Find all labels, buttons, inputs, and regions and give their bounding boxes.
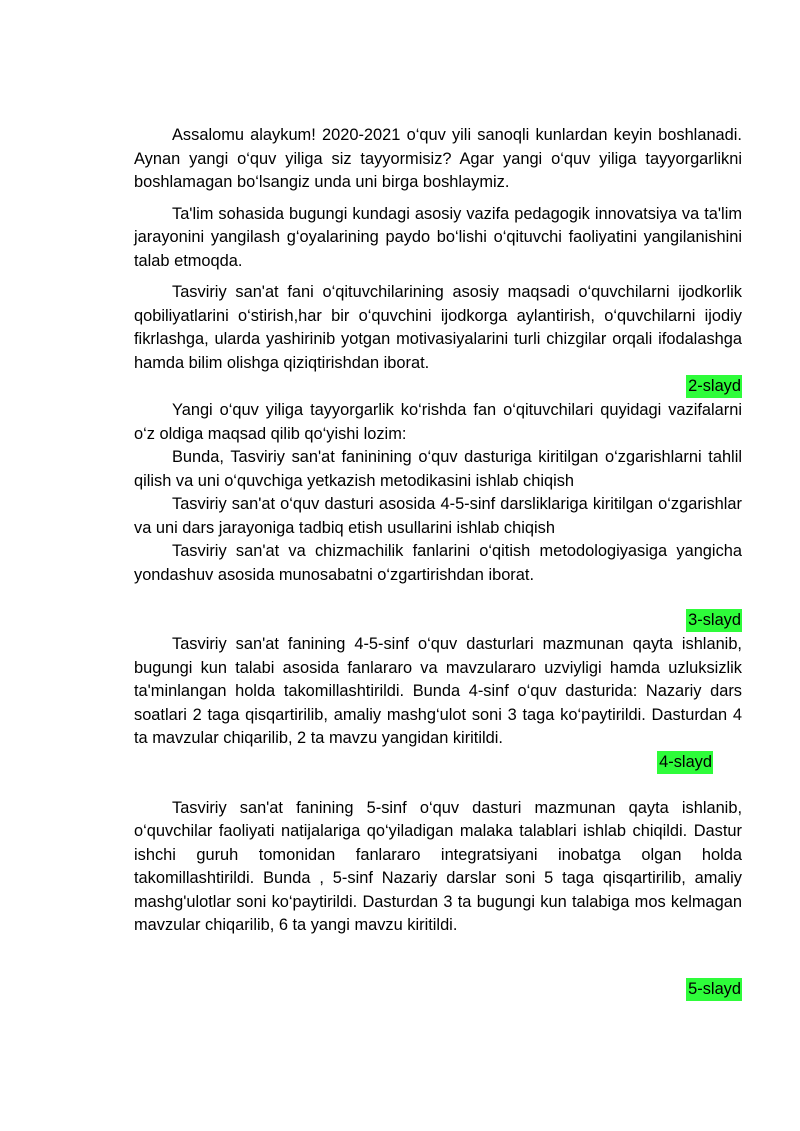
paragraph-teacher-goal: Tasviriy san'at fani o‘qituvchilarining asosiy maqsadi o‘quvchilarni ijodkorlik qobiliyatlarini o‘stirish,har bir o‘quvchini ijodkorga aylantirish, o‘quvchilarni ijodiy fikrlashga, ularda yashirinib yotgan motivasiyalarini turli chizgilar orqali ifodalashga hamda bilim olishga qiziqtirishdan iborat. <box>134 283 742 372</box>
slide-label-4: 4-slayd <box>657 751 713 774</box>
slide-marker-4 <box>134 751 742 775</box>
spacer <box>134 775 742 797</box>
paragraph-preparation: Yangi o‘quv yiliga tayyorgarlik ko‘rishda fan o‘qituvchilari quyidagi vazifalarni o‘z oldiga maqsad qilib qo‘yishi lozim: <box>134 401 742 443</box>
paragraph-textbook-changes: Tasviriy san'at o‘quv dasturi asosida 4-5-sinf darsliklariga kiritilgan o‘zgarishlar va uni dars jarayoniga tadbiq etish usullarini ishlab chiqish <box>134 495 742 537</box>
slide-label-5: 5-slayd <box>686 978 742 1001</box>
paragraph-grade-4-5: Tasviriy san'at fanining 4-5-sinf o‘quv dasturlari mazmunan qayta ishlanib, bugungi kun talabi asosida fanlararo va mavzulararo uzviyligi hamda uzluksizlik ta'minlangan holda takomillashtirildi. Bunda 4-sinf o‘quv dasturida: Nazariy dars soatlari 2 taga qisqartirilib, amaliy mashg‘ulot soni 3 taga ko‘paytirildi. Dasturdan 4 ta mavzular chiqarilib, 2 ta mavzu yangidan kiritildi. <box>134 635 742 747</box>
slide-marker-2 <box>134 375 742 399</box>
paragraph-greeting: Assalomu alaykum! 2020-2021 o‘quv yili sanoqli kunlardan keyin boshlanadi. Aynan yangi o‘quv yiliga siz tayyormisiz? Agar yangi o‘quv yiliga tayyorgarlikni boshlamagan bo‘lsangiz unda uni birga boshlaymiz. <box>134 126 742 191</box>
slide-label-3: 3-slayd <box>686 609 742 632</box>
paragraph-education-task: Ta'lim sohasida bugungi kundagi asosiy vazifa pedagogik innovatsiya va ta'lim jarayonini yangilash g‘oyalarining paydo bo‘lishi o‘qituvchi faoliyatini yangilanishini talab etmoqda. <box>134 204 742 270</box>
slide-marker-5 <box>134 978 742 1002</box>
paragraph-grade-5: Tasviriy san'at fanining 5-sinf o‘quv dasturi mazmunan qayta ishlanib, o‘quvchilar faoliyati natijalariga qo‘yiladigan malaka talablari ishlab chiqildi. Dastur ishchi guruh tomonidan fanlararo integratsiyani inobatga olgan holda takomillashtirildi. Bunda , 5-sinf Nazariy darslar soni 5 taga qisqartirilib, amaliy mashg'ulotlar soni ko‘paytirildi. Dasturdan 3 ta bugungi kun talabiga mos kelmagan mavzular chiqarilib, 6 ta yangi mavzu kiritildi. <box>134 798 742 934</box>
spacer <box>134 938 742 978</box>
paragraph-curriculum-changes: Bunda, Tasviriy san'at faninining o‘quv dasturiga kiritilgan o‘zgarishlarni tahlil qilish va uni o‘quvchiga yetkazish metodikasini ishlab chiqish <box>134 448 742 490</box>
slide-label-2: 2-slayd <box>686 375 742 398</box>
paragraph-methodology: Tasviriy san'at va chizmachilik fanlarini o‘qitish metodologiyasiga yangicha yondashuv asosida munosabatni o‘zgartirishdan iborat. <box>134 542 742 584</box>
slide-marker-3 <box>134 609 742 633</box>
document-body <box>134 124 742 1002</box>
spacer <box>134 587 742 609</box>
